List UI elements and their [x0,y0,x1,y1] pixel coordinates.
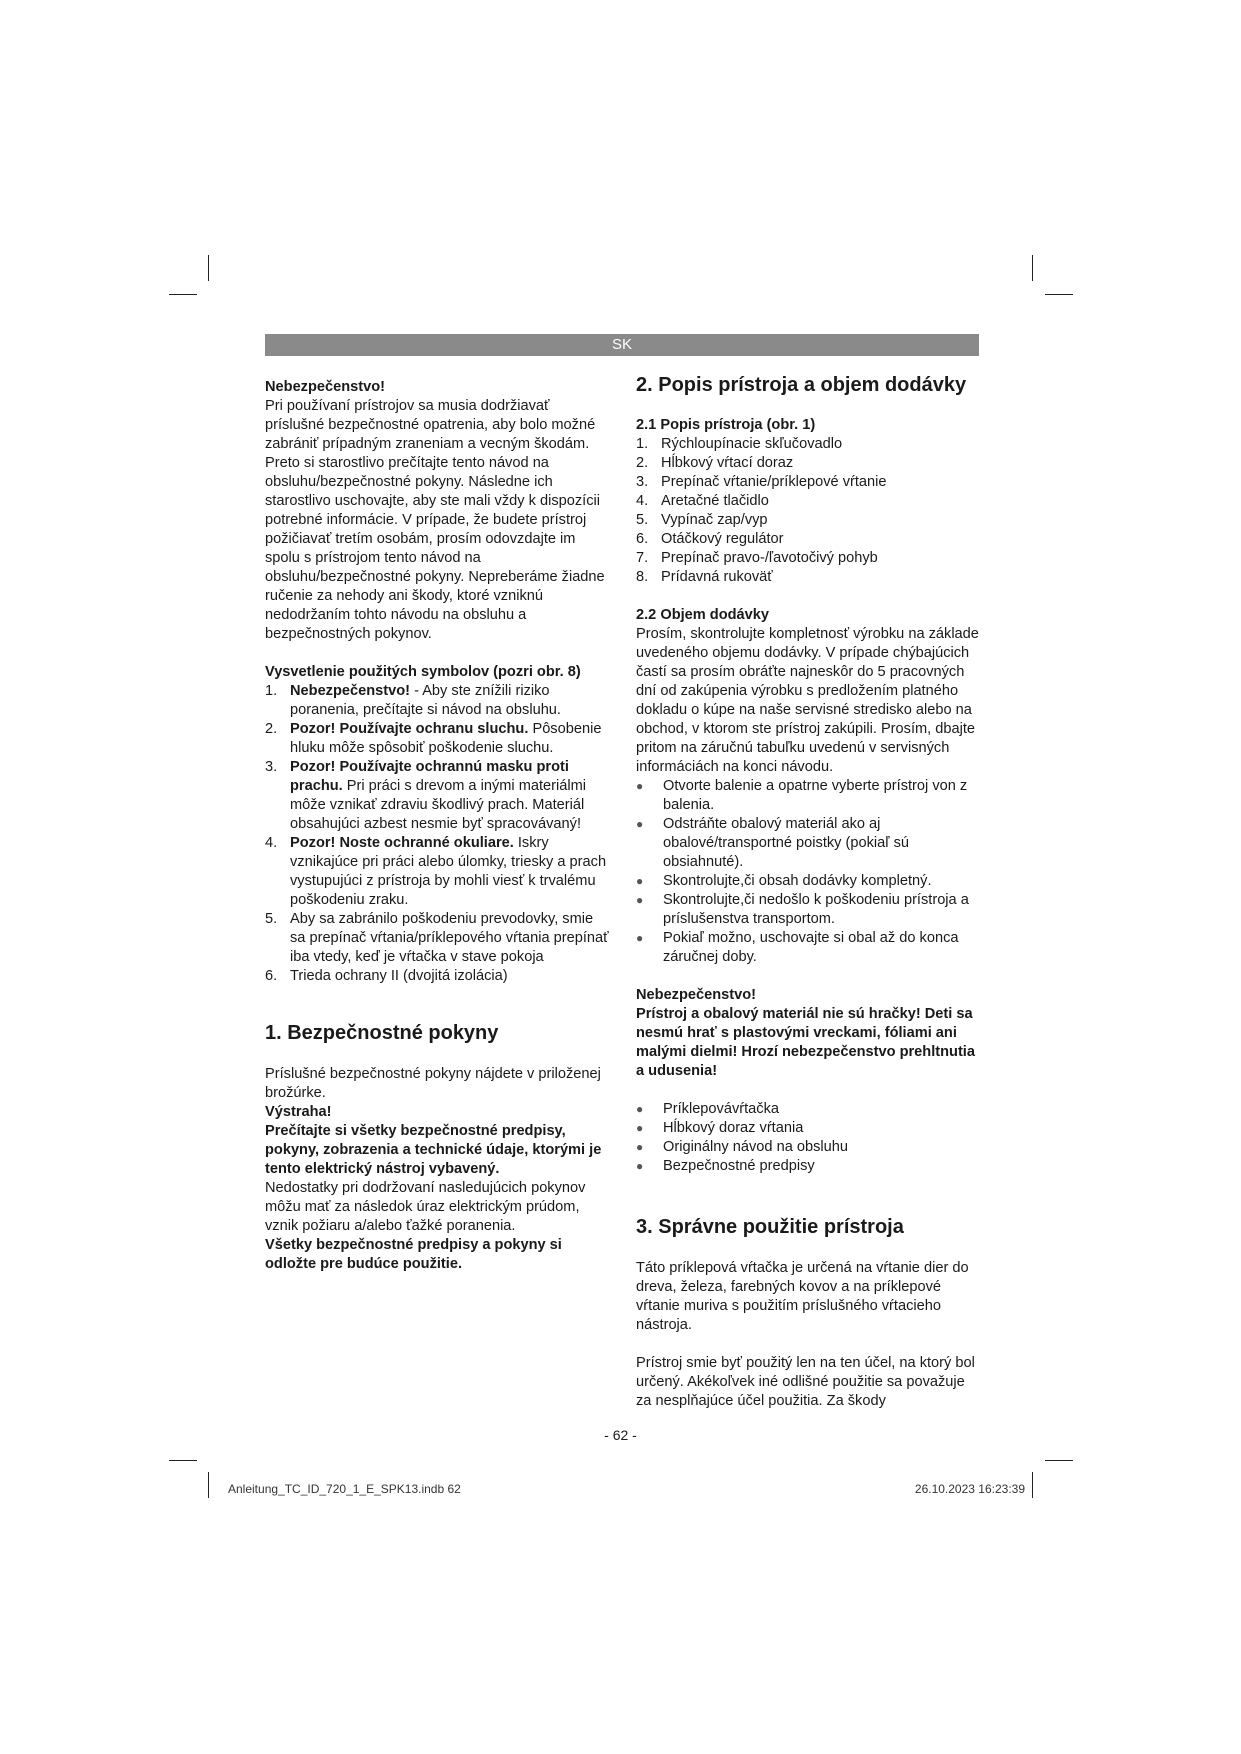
crop-mark [1045,1460,1073,1461]
section1-text: Príslušné bezpečnostné pokyny nájdete v priloženej brožúrke. [265,1066,601,1101]
part-label: Rýchloupínacie skľučovadlo [661,436,843,452]
symbol-bold: Pozor! Používajte ochrannú masku proti prachu. [290,759,569,794]
part-item [636,473,981,492]
footer-file: Anleitung_TC_ID_720_1_E_SPK13.indb 62 [228,1482,461,1496]
part-label: Aretačné tlačidlo [661,493,769,509]
symbol-text: Trieda ochrany II (dvojitá izolácia) [290,968,508,984]
section3-title: 3. Správne použitie prístroja [636,1216,904,1238]
symbol-item [265,682,610,720]
parts-list [636,435,981,587]
symbol-num: 4. [265,835,278,851]
symbol-item [265,967,610,986]
part-num: 4. [636,493,649,509]
footer-timestamp: 26.10.2023 16:23:39 [914,1482,1025,1496]
crop-mark [169,1460,197,1461]
part-item [636,435,981,454]
bullet-icon: ● [636,1102,644,1116]
content-text: Originálny návod na obsluhu [663,1139,848,1155]
bullet-icon: ● [636,779,644,793]
content-text: Hĺbkový doraz vŕtania [663,1120,804,1136]
symbols-title: Vysvetlenie použitých symbolov (pozri obr. 8) [265,664,581,680]
crop-mark [1032,255,1033,281]
check-text: Skontrolujte,či nedošlo k poškodeniu prístroja a príslušenstva transportom. [663,892,969,927]
check-item [636,815,981,872]
symbol-item [265,758,610,834]
content-item [636,1119,981,1138]
symbol-item [265,910,610,967]
bullet-icon: ● [636,1159,644,1173]
warning-bold: Prečítajte si všetky bezpečnostné predpisy, pokyny, zobrazenia a technické údaje, ktorými je tento elektrický nástroj vybavený. [265,1123,602,1177]
symbol-text: Pôsobenie hluku môže spôsobiť poškodenie sluchu. [290,721,602,756]
warning-text: Nedostatky pri dodržovaní nasledujúcich pokynov môžu mať za následok úraz elektrickým prúdom, vznik požiaru a/alebo ťažké poranenia. [265,1180,586,1234]
check-list [636,777,981,967]
crop-mark [208,255,209,281]
part-num: 6. [636,531,649,547]
part-item [636,530,981,549]
section3-p2: Prístroj smie byť použitý len na ten účel, na ktorý bol určený. Akékoľvek iné odlišné použitie sa považuje za nesplňajúce účel použitia. Za škody [636,1355,975,1409]
danger-title: Nebezpečenstvo! [265,379,386,395]
part-num: 8. [636,569,649,585]
sub21-title: 2.1 Popis prístroja (obr. 1) [636,417,816,433]
part-label: Hĺbkový vŕtací doraz [661,455,794,471]
warning-title: Výstraha! [265,1104,332,1120]
part-item [636,511,981,530]
part-num: 2. [636,455,649,471]
check-item [636,929,981,967]
sub22-title: 2.2 Objem dodávky [636,607,770,623]
check-item [636,891,981,929]
symbol-bold: Nebezpečenstvo! [290,683,411,699]
check-text: Odstráňte obalový materiál ako aj obalové/transportné poistky (pokiaľ sú obsiahnuté). [663,816,909,870]
section3-p1: Táto príklepová vŕtačka je určená na vŕtanie dier do dreva, železa, farebných kovov a na príklepové vŕtanie muriva s použitím príslušného vŕtacieho nástroja. [636,1260,969,1333]
language-label: SK [611,336,632,353]
symbol-num: 2. [265,721,278,737]
warning-keep: Všetky bezpečnostné predpisy a pokyny si odložte pre budúce použitie. [265,1237,562,1272]
language-header-bar [265,334,979,356]
part-num: 3. [636,474,649,490]
bullet-icon: ● [636,893,644,907]
danger-text: Pri používaní prístrojov sa musia dodržiavať príslušné bezpečnostné opatrenia, aby bolo možné zabrániť prípadným zraneniam a vecným škodám. Preto si starostlivo prečítajte tento návod na obsluhu/bezpečnostné pokyny. Následne ich starostlivo uschovajte, aby ste mali vždy k dispozícii potrebné informácie. V prípade, že budete prístroj požičiavať tretím osobám, prosím odovzdajte im spolu s prístrojom tento návod na obsluhu/bezpečnostné pokyny. Nepreberáme žiadne ručenie za nehody ani škody, ktoré vzniknú nedodržaním tohto návodu na obsluhu a bezpečnostných pokynov. [265,398,605,642]
part-item [636,454,981,473]
content-text: Bezpečnostné predpisy [663,1158,815,1174]
part-label: Vypínač zap/vyp [661,512,768,528]
part-label: Prídavná rukoväť [661,569,773,585]
bullet-icon: ● [636,931,644,945]
danger2-text: Prístroj a obalový materiál nie sú hračky! Deti sa nesmú hrať s plastovými vreckami, fóliami ani malými dielmi! Hrozí nebezpečenstvo prehltnutia a udusenia! [636,1006,975,1079]
symbol-bold: Pozor! Noste ochranné okuliare. [290,835,514,851]
part-num: 1. [636,436,649,452]
content-item [636,1157,981,1176]
sub22-text: Prosím, skontrolujte kompletnosť výrobku na základe uvedeného objemu dodávky. V prípade chýbajúcich častí sa prosím obráťte najneskôr do 5 pracovných dní od zakúpenia výrobku s predložením platného dokladu o kúpe na naše servisné stredisko alebo na obchod, v ktorom ste prístroj zakúpili. Prosím, dbajte pritom na záručnú tabuľku uvedenú v servisných informáciách na konci návodu. [636,626,979,775]
bullet-icon: ● [636,1121,644,1135]
symbol-text: Iskry vznikajúce pri práci alebo úlomky, triesky a prach vystupujúci z prístroja by mohli viesť k trvalému poškodeniu zraku. [290,835,607,908]
part-label: Otáčkový regulátor [661,531,784,547]
part-item [636,549,981,568]
danger2-title: Nebezpečenstvo! [636,987,757,1003]
left-column [265,378,610,1274]
content-item [636,1100,981,1119]
symbol-text: - Aby ste znížili riziko poranenia, prečítajte si návod na obsluhu. [290,683,561,718]
part-label: Prepínač pravo-/ľavotočivý pohyb [661,550,878,566]
check-text: Skontrolujte,či obsah dodávky kompletný. [663,873,932,889]
part-label: Prepínač vŕtanie/príklepové vŕtanie [661,474,887,490]
bullet-icon: ● [636,874,644,888]
right-column [636,372,981,1411]
part-item [636,492,981,511]
symbol-num: 1. [265,683,278,699]
symbol-text: Pri práci s drevom a inými materiálmi môže vznikať zdraviu škodlivý prach. Materiál obsahujúci azbest nesmie byť spracovávaný! [290,778,587,832]
symbol-num: 5. [265,911,278,927]
contents-list [636,1100,981,1176]
symbol-bold: Pozor! Používajte ochranu sluchu. [290,721,529,737]
crop-mark [169,294,197,295]
symbol-item [265,834,610,910]
symbol-num: 6. [265,968,278,984]
symbols-list [265,682,610,986]
symbol-item [265,720,610,758]
check-item [636,777,981,815]
check-text: Otvorte balenie a opatrne vyberte prístroj von z balenia. [663,778,968,813]
part-item [636,568,981,587]
section2-title: 2. Popis prístroja a objem dodávky [636,374,967,396]
page-number: - 62 - [604,1427,637,1443]
symbol-text: Aby sa zabránilo poškodeniu prevodovky, smie sa prepínač vŕtania/príklepového vŕtania prepínať iba vtedy, keď je vŕtačka v stave pokoja [290,911,609,965]
check-text: Pokiaľ možno, uschovajte si obal až do konca záručnej doby. [663,930,959,965]
crop-mark [208,1472,209,1498]
part-num: 7. [636,550,649,566]
content-text: Príklepovávŕtačka [663,1101,779,1117]
crop-mark [1032,1472,1033,1498]
content-item [636,1138,981,1157]
bullet-icon: ● [636,1140,644,1154]
part-num: 5. [636,512,649,528]
bullet-icon: ● [636,817,644,831]
crop-mark [1045,294,1073,295]
symbol-num: 3. [265,759,278,775]
check-item [636,872,981,891]
section1-title: 1. Bezpečnostné pokyny [265,1022,499,1044]
